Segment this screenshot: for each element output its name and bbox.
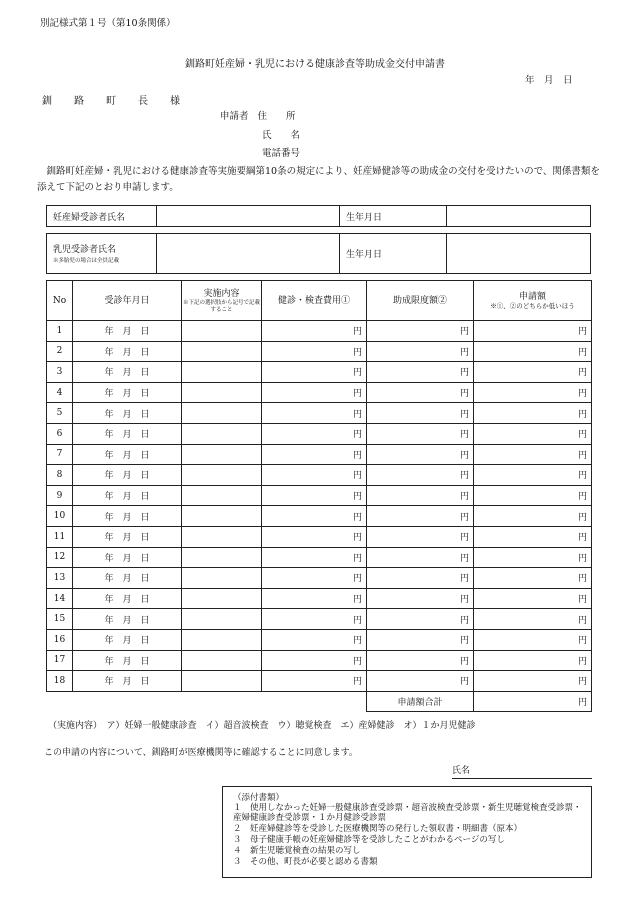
header-amount (474, 281, 592, 321)
row-cost[interactable]: 円 (262, 321, 367, 342)
row-no: 2 (47, 341, 73, 362)
row-amount[interactable]: 円 (474, 403, 592, 424)
row-cost[interactable]: 円 (262, 609, 367, 630)
row-content[interactable] (182, 341, 262, 362)
application-date: 年 月 日 (525, 75, 573, 86)
row-amount[interactable]: 円 (474, 382, 592, 403)
attachments-box (222, 786, 592, 878)
row-amount[interactable]: 円 (474, 629, 592, 650)
row-cost[interactable]: 円 (262, 423, 367, 444)
row-no: 8 (47, 465, 73, 486)
row-date[interactable]: 年 月 日 (73, 485, 182, 506)
header-limit: 助成限度額② (367, 281, 474, 321)
table-row (47, 609, 592, 630)
row-limit[interactable]: 円 (367, 465, 474, 486)
row-limit[interactable]: 円 (367, 588, 474, 609)
row-limit[interactable]: 円 (367, 650, 474, 671)
row-amount[interactable]: 円 (474, 362, 592, 383)
row-date[interactable]: 年 月 日 (73, 382, 182, 403)
table-row (47, 547, 592, 568)
row-limit[interactable]: 円 (367, 341, 474, 362)
document-title: 釧路町妊産婦・乳児における健康診査等助成金交付申請書 (185, 59, 445, 70)
attachment-item: ２ 妊産婦健診等を受診した医療機関等の発行した領収書・明細書（原本） (233, 824, 523, 834)
row-amount[interactable]: 円 (474, 341, 592, 362)
table-row (47, 403, 592, 424)
row-content[interactable] (182, 485, 262, 506)
row-cost[interactable]: 円 (262, 629, 367, 650)
row-cost[interactable]: 円 (262, 444, 367, 465)
row-content[interactable] (182, 609, 262, 630)
row-cost[interactable]: 円 (262, 403, 367, 424)
row-date[interactable]: 年 月 日 (73, 506, 182, 527)
row-date[interactable]: 年 月 日 (73, 671, 182, 692)
row-date[interactable]: 年 月 日 (73, 403, 182, 424)
row-amount[interactable]: 円 (474, 588, 592, 609)
row-date[interactable]: 年 月 日 (73, 629, 182, 650)
row-no: 10 (47, 506, 73, 527)
infant-birthdate-label: 生年月日 (340, 234, 447, 274)
header-date: 受診年月日 (73, 281, 182, 321)
table-row (47, 568, 592, 589)
row-amount[interactable]: 円 (474, 526, 592, 547)
row-limit[interactable]: 円 (367, 568, 474, 589)
row-no: 4 (47, 382, 73, 403)
address-label: 住 所 (257, 111, 296, 122)
table-row (47, 341, 592, 362)
applicant-role: 申請者 (220, 111, 249, 122)
total-spacer (47, 691, 367, 712)
header-amount-note: ※①、②のどちらか低いほう (490, 302, 575, 310)
infant-birthdate-field[interactable] (447, 234, 591, 274)
table-row (47, 506, 592, 527)
table-row (47, 465, 592, 486)
row-date[interactable]: 年 月 日 (73, 362, 182, 383)
row-cost[interactable]: 円 (262, 382, 367, 403)
row-cost[interactable]: 円 (262, 650, 367, 671)
header-amount-label: 申請額 (518, 292, 546, 302)
row-content[interactable] (182, 423, 262, 444)
signature-name-line[interactable] (452, 763, 592, 779)
row-amount[interactable]: 円 (474, 609, 592, 630)
row-cost[interactable]: 円 (262, 465, 367, 486)
row-date[interactable]: 年 月 日 (73, 547, 182, 568)
row-no: 7 (47, 444, 73, 465)
row-no: 5 (47, 403, 73, 424)
table-row (47, 650, 592, 671)
attachment-item: １ 使用しなかった妊婦一般健康診査受診票・超音波検査受診票・新生児聴覚検査受診票・産婦健康診査受診票・１か月健診受診票 (233, 803, 582, 823)
row-amount[interactable]: 円 (474, 423, 592, 444)
row-cost[interactable]: 円 (262, 341, 367, 362)
row-content[interactable] (182, 321, 262, 342)
mother-info-table (46, 205, 591, 227)
attachments-title: （添付書類） (233, 793, 285, 803)
row-limit[interactable]: 円 (367, 526, 474, 547)
table-row (47, 423, 592, 444)
header-content-note: ※下記の選択肢から記号で記載すること (182, 299, 260, 313)
header-no: No (47, 281, 73, 321)
row-amount[interactable]: 円 (474, 568, 592, 589)
row-limit[interactable]: 円 (367, 423, 474, 444)
row-content[interactable] (182, 671, 262, 692)
row-amount[interactable]: 円 (474, 485, 592, 506)
row-limit[interactable]: 円 (367, 403, 474, 424)
mother-name-label: 妊産婦受診者氏名 (47, 206, 157, 227)
table-row (47, 362, 592, 383)
applicant-phone-label: 電話番号 (262, 148, 301, 159)
infant-name-label: 乳児受診者氏名 (53, 245, 117, 255)
row-no: 12 (47, 547, 73, 568)
row-no: 11 (47, 526, 73, 547)
header-content-label: 実施内容 (203, 288, 240, 299)
row-no: 15 (47, 609, 73, 630)
content-legend: （実施内容） ア）妊婦一般健康診査 イ）超音波検査 ウ）聴覚検査 エ）産婦健診 オ）１か月児健診 (48, 721, 476, 731)
form-number: 別記様式第１号（第10条関係） (40, 18, 176, 29)
row-amount[interactable]: 円 (474, 547, 592, 568)
row-content[interactable] (182, 403, 262, 424)
row-content[interactable] (182, 526, 262, 547)
row-content[interactable] (182, 588, 262, 609)
row-content[interactable] (182, 362, 262, 383)
row-amount[interactable]: 円 (474, 506, 592, 527)
table-row (47, 526, 592, 547)
row-cost[interactable]: 円 (262, 362, 367, 383)
row-date[interactable]: 年 月 日 (73, 341, 182, 362)
row-limit[interactable]: 円 (367, 547, 474, 568)
attachment-item: ３ 母子健康手帳の妊産婦健診等を受診したことがわかるページの写し (233, 835, 505, 845)
table-row (47, 485, 592, 506)
row-date[interactable]: 年 月 日 (73, 588, 182, 609)
row-limit[interactable]: 円 (367, 362, 474, 383)
row-no: 14 (47, 588, 73, 609)
row-date[interactable]: 年 月 日 (73, 568, 182, 589)
addressee: 釧 路 町 長 様 (42, 96, 186, 107)
row-amount[interactable]: 円 (474, 671, 592, 692)
total-label: 申請額合計 (367, 691, 474, 712)
row-no: 1 (47, 321, 73, 342)
row-no: 9 (47, 485, 73, 506)
infant-name-label-cell (47, 234, 157, 274)
row-limit[interactable]: 円 (367, 629, 474, 650)
row-no: 17 (47, 650, 73, 671)
infant-info-table (46, 233, 591, 274)
row-date[interactable]: 年 月 日 (73, 526, 182, 547)
infant-name-field[interactable] (157, 234, 340, 274)
attachment-item: ４ 新生児聴覚検査の結果の写し (233, 846, 361, 856)
row-date[interactable]: 年 月 日 (73, 465, 182, 486)
applicant-name-label: 氏 名 (262, 130, 301, 141)
row-content[interactable] (182, 629, 262, 650)
row-amount[interactable]: 円 (474, 321, 592, 342)
mother-birthdate-label: 生年月日 (340, 206, 447, 227)
row-date[interactable]: 年 月 日 (73, 650, 182, 671)
row-content[interactable] (182, 547, 262, 568)
row-content[interactable] (182, 568, 262, 589)
row-date[interactable]: 年 月 日 (73, 444, 182, 465)
attachment-item: ３ その他、町長が必要と認める書類 (233, 857, 378, 867)
row-content[interactable] (182, 382, 262, 403)
total-amount[interactable]: 円 (474, 691, 592, 712)
row-cost[interactable]: 円 (262, 568, 367, 589)
mother-name-field[interactable] (157, 206, 340, 227)
table-row (47, 629, 592, 650)
row-amount[interactable]: 円 (474, 650, 592, 671)
row-no: 18 (47, 671, 73, 692)
row-cost[interactable]: 円 (262, 547, 367, 568)
row-content[interactable] (182, 465, 262, 486)
row-limit[interactable]: 円 (367, 609, 474, 630)
row-limit[interactable]: 円 (367, 485, 474, 506)
row-cost[interactable]: 円 (262, 526, 367, 547)
row-limit[interactable]: 円 (367, 671, 474, 692)
infant-note: ※多胎児の場合は全員記載 (53, 258, 120, 264)
table-row (47, 671, 592, 692)
row-limit[interactable]: 円 (367, 321, 474, 342)
row-limit[interactable]: 円 (367, 382, 474, 403)
row-date[interactable]: 年 月 日 (73, 609, 182, 630)
row-content[interactable] (182, 650, 262, 671)
table-row (47, 444, 592, 465)
row-content[interactable] (182, 444, 262, 465)
row-date[interactable]: 年 月 日 (73, 321, 182, 342)
row-no: 3 (47, 362, 73, 383)
signature-label: 氏名 (452, 766, 471, 776)
row-no: 6 (47, 423, 73, 444)
table-row (47, 588, 592, 609)
row-cost[interactable]: 円 (262, 485, 367, 506)
header-cost: 健診・検査費用① (262, 281, 367, 321)
table-row (47, 382, 592, 403)
table-row (47, 321, 592, 342)
row-amount[interactable]: 円 (474, 444, 592, 465)
row-cost[interactable]: 円 (262, 588, 367, 609)
row-content[interactable] (182, 506, 262, 527)
row-limit[interactable]: 円 (367, 506, 474, 527)
consent-statement: この申請の内容について、釧路町が医療機関等に確認することに同意します。 (44, 748, 358, 758)
row-no: 16 (47, 629, 73, 650)
applicant-address (220, 108, 296, 122)
header-content (182, 281, 262, 321)
application-statement: 釧路町妊産婦・乳児における健康診査等実施要綱第10条の規定により、妊産婦健診等の助成金の交付を受けたいので、関係書類を添えて下記のとおり申請します。 (37, 166, 600, 193)
claim-table (46, 280, 592, 712)
row-no: 13 (47, 568, 73, 589)
row-cost[interactable]: 円 (262, 671, 367, 692)
mother-birthdate-field[interactable] (447, 206, 591, 227)
row-limit[interactable]: 円 (367, 444, 474, 465)
row-amount[interactable]: 円 (474, 465, 592, 486)
row-cost[interactable]: 円 (262, 506, 367, 527)
row-date[interactable]: 年 月 日 (73, 423, 182, 444)
